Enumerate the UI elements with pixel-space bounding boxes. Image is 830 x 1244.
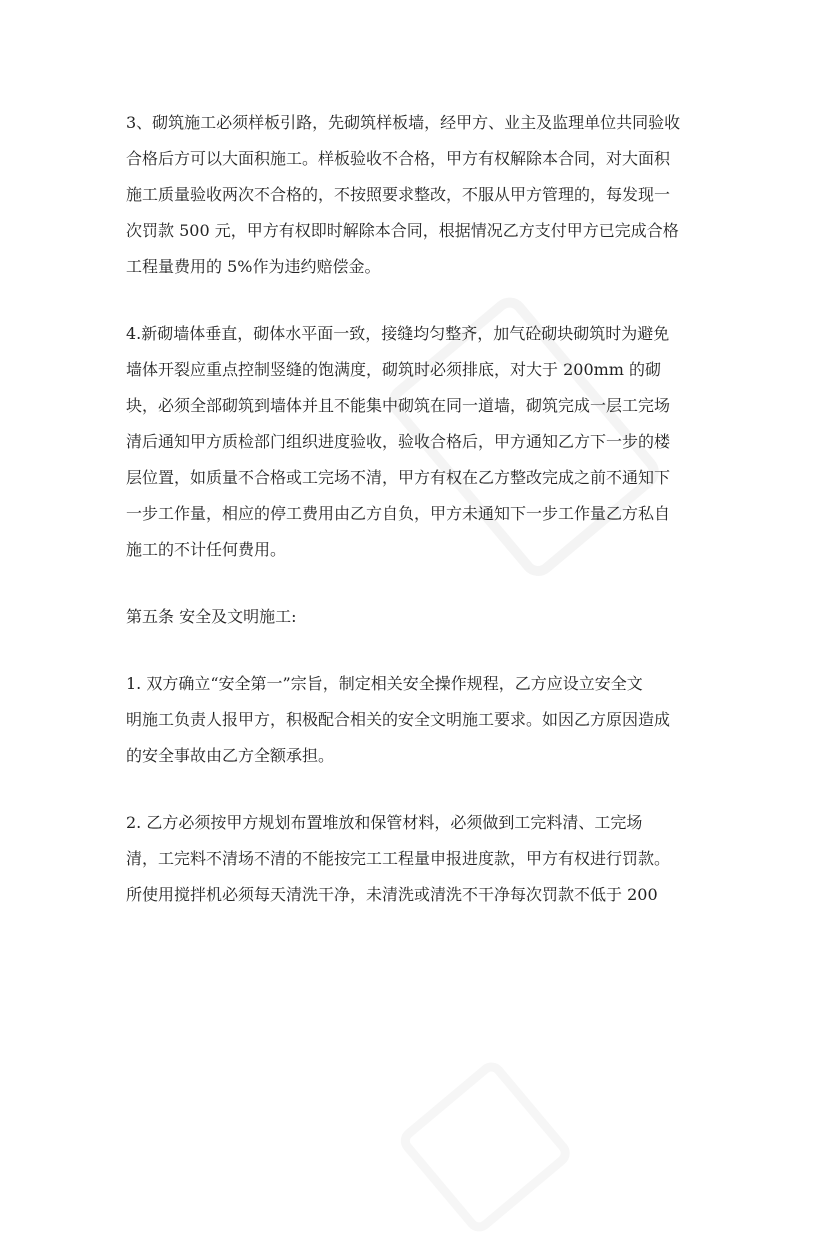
text-line: 的安全事故由乙方全额承担。 — [126, 746, 335, 765]
section-heading-article-5 — [126, 599, 706, 635]
text-line: 4.新砌墙体垂直，砌体水平面一致，接缝均匀整齐，加气砼砌块砌筑时为避免 — [126, 324, 670, 343]
text-line: 清后通知甲方质检部门组织进度验收，验收合格后，甲方通知乙方下一步的楼 — [126, 432, 671, 451]
paragraph-3-masonry-sample — [126, 105, 706, 285]
text-line: 层位置，如质量不合格或工完场不清，甲方有权在乙方整改完成之前不通知下 — [126, 468, 671, 487]
text-line: 一步工作量，相应的停工费用由乙方自负，甲方未通知下一步工作量乙方私自 — [126, 504, 671, 523]
text-line: 所使用搅拌机必须每天清洗干净，未清洗或清洗不干净每次罚款不低于 200 — [126, 885, 658, 904]
text-line: 块，必须全部砌筑到墙体并且不能集中砌筑在同一道墙，砌筑完成一层工完场 — [126, 396, 671, 415]
watermark-frame-bottom — [395, 1057, 575, 1237]
watermark-logo-bottom — [381, 1048, 559, 1222]
text-line: 明施工负责人报甲方，积极配合相关的安全文明施工要求。如因乙方原因造成 — [126, 710, 671, 729]
paragraph-4-wall-quality — [126, 316, 706, 568]
text-line: 3、砌筑施工必须样板引路，先砌筑样板墙，经甲方、业主及监理单位共同验收 — [126, 113, 681, 132]
text-line: 施工的不计任何费用。 — [126, 540, 287, 559]
text-line: 工程量费用的 5%作为违约赔偿金。 — [126, 257, 381, 276]
text-line: 墙体开裂应重点控制竖缝的饱满度，砌筑时必须排底，对大于 200mm 的砌 — [126, 360, 662, 379]
section-title: 第五条 安全及文明施工: — [126, 607, 297, 626]
paragraph-safety-first — [126, 666, 706, 774]
text-line: 施工质量验收两次不合格的，不按照要求整改，不服从甲方管理的，每发现一 — [126, 185, 671, 204]
text-line: 次罚款 500 元，甲方有权即时解除本合同，根据情况乙方支付甲方已完成合格 — [126, 221, 679, 240]
paragraph-material-storage — [126, 805, 706, 913]
text-line: 1. 双方确立“安全第一”宗旨，制定相关安全操作规程，乙方应设立安全文 — [126, 674, 643, 693]
text-line: 清，工完料不清场不清的不能按完工工程量申报进度款，甲方有权进行罚款。 — [126, 849, 671, 868]
text-line: 合格后方可以大面积施工。样板验收不合格，甲方有权解除本合同，对大面积 — [126, 149, 671, 168]
text-line: 2. 乙方必须按甲方规划布置堆放和保管材料，必须做到工完料清、工完场 — [126, 813, 643, 832]
document-body — [126, 105, 706, 913]
